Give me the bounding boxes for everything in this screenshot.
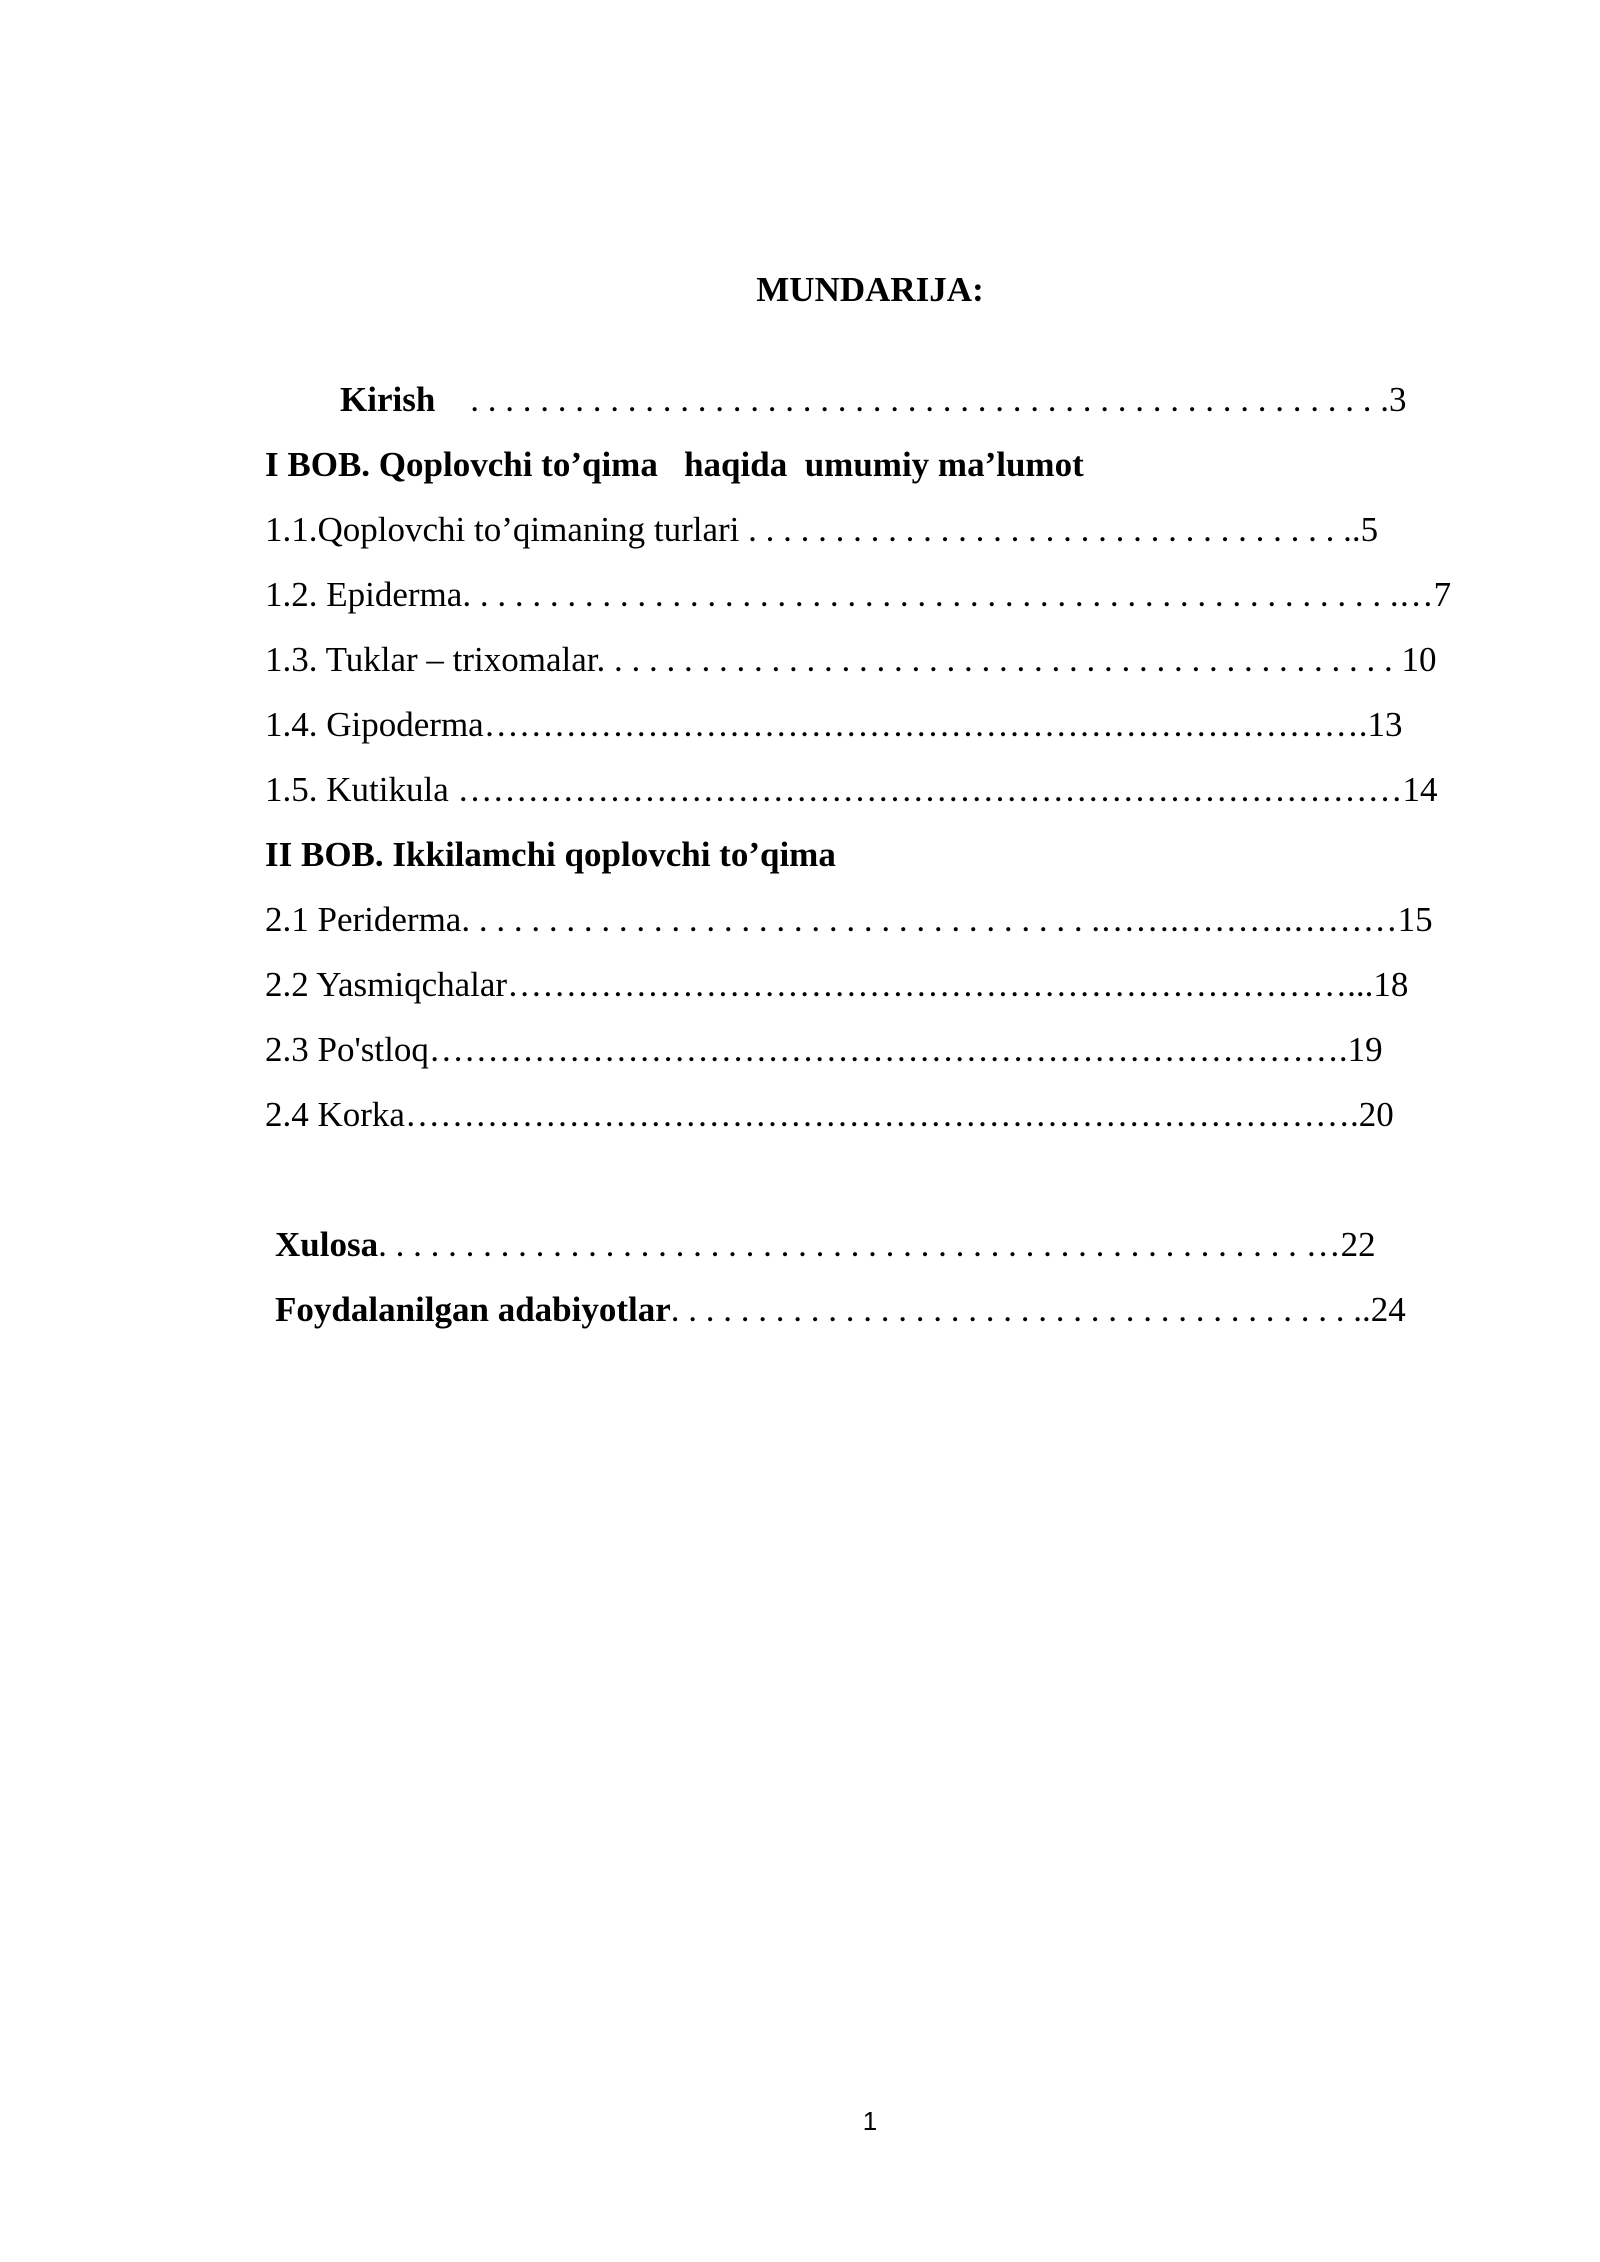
toc-entry-leader: . . . . . . . . . . . . . . . . . . . . . . . . . . . . . . . . . . . . . . . . . . . . . . . . . . . . . .… bbox=[462, 575, 1434, 614]
toc-entry-leader: . . . . . . . . . . . . . . . . . . . . . . . . . . . . . . . . . . . . .…….……….……… bbox=[461, 900, 1398, 939]
toc-entry-page: 20 bbox=[1358, 1095, 1394, 1134]
toc-entry-page: 18 bbox=[1373, 965, 1409, 1004]
toc-entry-leader: . . . . . . . . . . . . . . . . . . . . . . . . . . . . . . . . . . . . . . . .. bbox=[670, 1290, 1371, 1329]
toc-entry-leader: . . . . . . . . . . . . . . . . . . . . . . . . . . . . . . . . . . . . . . . . . . . . . . bbox=[596, 640, 1402, 679]
toc-entry-leader: ……………………………………………………………………. bbox=[428, 1030, 1348, 1069]
toc-entry-label: 2.4 Korka bbox=[265, 1095, 405, 1134]
toc-entry-leader: . . . . . . . . . . . . . . . . . . . . . . . . . . . . . . . . . . . . . . . . . . . . . . . . . . . . . bbox=[435, 380, 1390, 419]
toc-entry-page: 19 bbox=[1347, 1030, 1383, 1069]
toc-entry-leader: . . . . . . . . . . . . . . . . . . . . . . . . . . . . . . . . . . . bbox=[739, 510, 1352, 549]
toc-entry-label: 2.1 Periderma bbox=[265, 900, 462, 939]
toc-entry-leader: ………………………………………………………………... bbox=[507, 965, 1374, 1004]
toc-entry-page: 7 bbox=[1433, 575, 1452, 614]
toc-entry-label: Kirish bbox=[340, 380, 436, 419]
toc-entry-page: 14 bbox=[1402, 770, 1438, 809]
toc-entry-page: .13 bbox=[1358, 705, 1403, 744]
toc-entry-leader: . . . . . . . . . . . . . . . . . . . . . . . . . . . . . . . . . . . . . . . . . . . . . . . . . . . . . … bbox=[378, 1225, 1341, 1264]
toc-entry-label: 1.3. Tuklar – trixomalar bbox=[265, 640, 597, 679]
toc-entry-page: 15 bbox=[1397, 900, 1433, 939]
toc-entry-page: 22 bbox=[1340, 1225, 1376, 1264]
toc-entry-page: 3 bbox=[1389, 380, 1407, 419]
page-number: 1 bbox=[862, 2106, 878, 2136]
toc-entry-label: 1.4. Gipoderma bbox=[265, 705, 484, 744]
toc-entry-references[interactable] bbox=[240, 1257, 1406, 1362]
toc-entry-label: Foydalanilgan adabiyotlar bbox=[275, 1290, 671, 1329]
toc-entry-label: 1.1.Qoplovchi to’qimaning turlari bbox=[265, 510, 740, 549]
toc-chapter-label: II BOB. Ikkilamchi qoplovchi to’qima bbox=[265, 835, 836, 874]
toc-entry-label: 1.5. Kutikula bbox=[265, 770, 449, 809]
toc-entry-page: 24 bbox=[1370, 1290, 1406, 1329]
toc-entry-2-4[interactable] bbox=[230, 1062, 1394, 1167]
toc-entry-label: 1.2. Epiderma bbox=[265, 575, 463, 614]
toc-entry-leader: ………………………………………………………………… bbox=[483, 705, 1359, 744]
toc-entry-label: Xulosa bbox=[275, 1225, 379, 1264]
toc-title: MUNDARIJA: bbox=[756, 270, 984, 309]
toc-entry-leader: ……………………………………………………………………… bbox=[448, 770, 1403, 809]
toc-chapter-label: I BOB. Qoplovchi to’qima haqida umumiy ma’lumot bbox=[265, 445, 1084, 484]
toc-entry-page: 10 bbox=[1401, 640, 1437, 679]
toc-entry-label: 2.3 Po'stloq bbox=[265, 1030, 429, 1069]
toc-entry-leader: ………………………………………………………………………. bbox=[404, 1095, 1359, 1134]
toc-entry-page: .5 bbox=[1351, 510, 1379, 549]
toc-entry-label: 2.2 Yasmiqchalar bbox=[265, 965, 508, 1004]
